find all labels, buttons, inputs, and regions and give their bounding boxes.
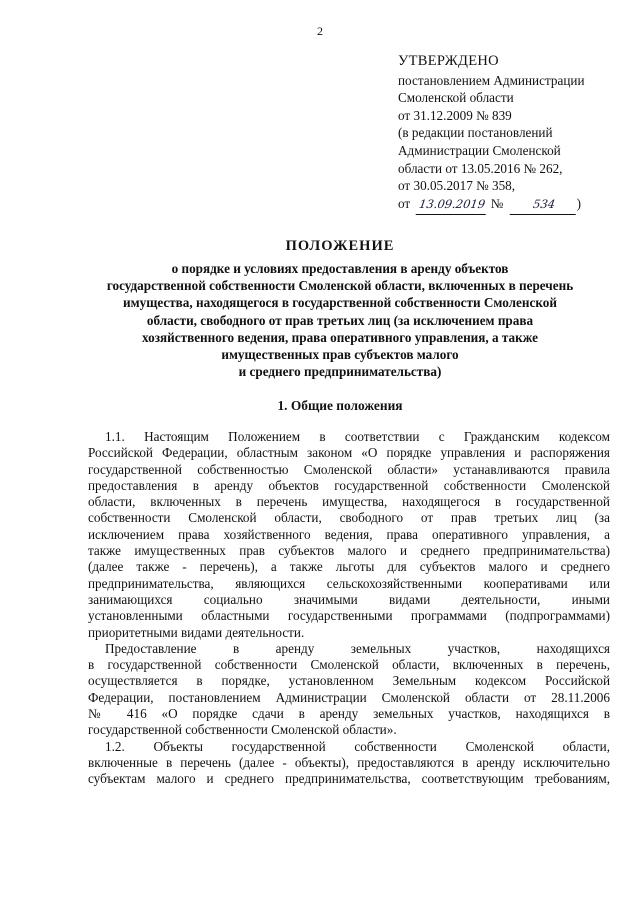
approval-line: Администрации Смоленской: [398, 142, 561, 158]
approval-line: от 30.05.2017 № 358,: [398, 178, 516, 194]
page-number: 2: [317, 24, 323, 38]
body-line: исключением права хозяйственного ведения, права оперативного управления, а: [88, 526, 610, 542]
body-line: № 416 «О порядке сдачи в аренду земельных участков, находящихся в: [88, 706, 610, 722]
subtitle-line: о порядке и условиях предоставления в аренду объектов: [171, 261, 509, 276]
body-line: собственности Смоленской области, свободного от прав третьих лиц (за: [88, 510, 610, 526]
section-heading: 1. Общие положения: [277, 398, 403, 413]
approval-block: [398, 53, 630, 214]
document-subtitle: [60, 260, 620, 380]
body-line: приоритетными видами деятельности.: [88, 624, 305, 640]
body-text: [88, 429, 610, 788]
body-line: субъектам малого и среднего предпринимательства, соответствующим требованиям,: [88, 771, 610, 787]
handwritten-date: 13.09.2019: [416, 196, 489, 215]
body-line: предпринимательства, являющихся сельскохозяйственными кооперативами или: [88, 575, 610, 591]
subtitle-line: и среднего предпринимательства): [238, 364, 442, 380]
approval-line: Смоленской области: [398, 90, 514, 106]
approval-line: области от 13.05.2016 № 262,: [398, 160, 563, 176]
closing-paren: ): [576, 195, 582, 211]
body-line: Предоставление в аренду земельных участков, находящихся: [105, 640, 610, 656]
subtitle-line: области, свободного от прав третьих лиц (за исключением права: [146, 312, 534, 328]
handwritten-number: 534: [509, 196, 578, 215]
subtitle-line: имущества, находящегося в государственной собственности Смоленской: [123, 295, 557, 311]
document-title: ПОЛОЖЕНИЕ: [285, 238, 395, 254]
body-line: осуществляется в порядке, установленном Земельным кодексом Российской: [88, 673, 610, 689]
approval-stamp: УТВЕРЖДЕНО: [398, 53, 499, 69]
approval-line: от 31.12.2009 № 839: [398, 107, 512, 123]
approval-last-line: [398, 195, 630, 215]
body-line: Российской Федерации, областным законом «О порядке управления и распоряжения: [88, 445, 610, 461]
subtitle-line: государственной собственности Смоленской области, включенных в перечень: [106, 278, 574, 294]
subtitle-line: имущественных прав субъектов малого: [221, 347, 459, 363]
title-block: [60, 238, 620, 380]
body-line: установленными областными государственными программами (подпрограммами): [88, 608, 610, 624]
body-line: (далее также - перечень), а также льготы для субъектов малого и среднего: [88, 559, 610, 575]
approval-last-prefix: от: [398, 195, 411, 211]
number-sign: №: [490, 195, 504, 211]
body-line: государственной собственностью Смоленской области» устанавливаются правила: [88, 461, 610, 477]
body-line: 1.2. Объекты государственной собственности Смоленской области,: [105, 738, 610, 754]
body-line: в государственной собственности Смоленской области, включенных в перечень,: [88, 657, 610, 673]
body-line: Федерации, постановлением Администрации Смоленской области от 28.11.2006: [88, 689, 610, 705]
body-line: занимающихся социально значимыми видами деятельности, иными: [88, 591, 610, 607]
approval-line: (в редакции постановлений: [398, 125, 553, 141]
approval-line: постановлением Администрации: [398, 72, 585, 88]
body-line: также имущественных прав субъектов малого и среднего предпринимательства): [88, 543, 610, 559]
body-line: предоставления в аренду объектов государственной собственности Смоленской: [88, 477, 610, 493]
body-line: области, включенных в перечень имущества, находящегося в государственной: [88, 494, 610, 510]
body-line: 1.1. Настоящим Положением в соответствии с Гражданским кодексом: [105, 429, 610, 444]
body-line: включенные в перечень (далее - объекты), предоставляются в аренду исключительно: [88, 754, 610, 770]
subtitle-line: хозяйственного ведения, права оперативного управления, а также: [142, 329, 538, 345]
body-line: государственной собственности Смоленской области».: [88, 722, 397, 738]
